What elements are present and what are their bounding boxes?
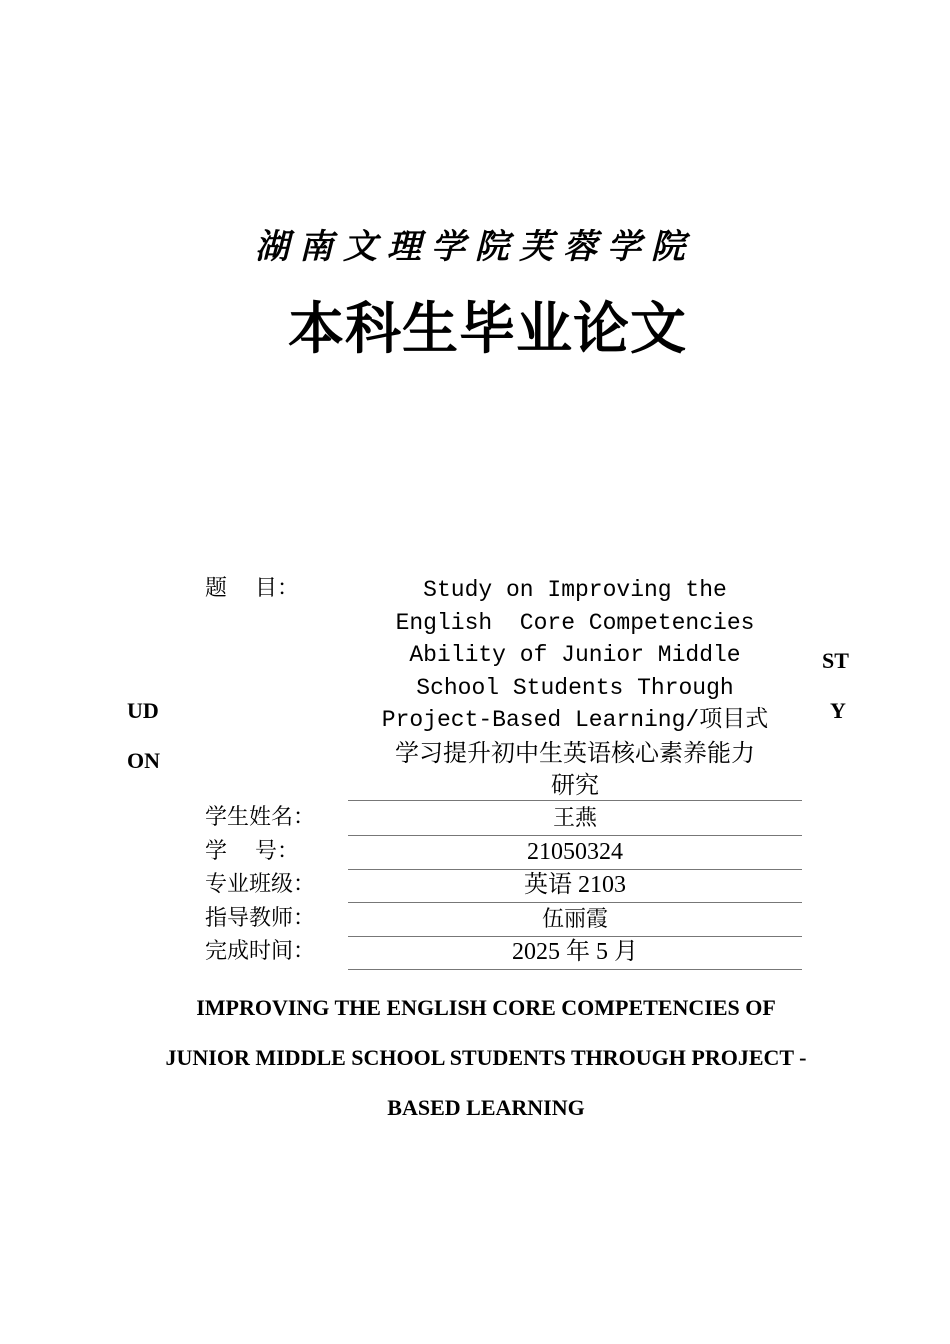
stray-text-fragment: UD — [127, 698, 159, 723]
advisor-label: 指导教师： — [205, 905, 316, 931]
info-row-advisor — [205, 903, 802, 937]
stray-text-fragment: ST — [822, 648, 849, 673]
advisor-value: 伍丽霞 — [348, 903, 802, 937]
info-row-student-id — [205, 836, 802, 870]
stray-text-fragment: Y — [830, 698, 846, 723]
major-class-label: 专业班级： — [205, 872, 316, 897]
student-name-label: 学生姓名： — [205, 805, 316, 830]
school-name: 湖南文理学院芙蓉学院 — [255, 227, 695, 267]
student-id-label: 学 号： — [205, 838, 299, 864]
topic-label: 题 目： — [205, 576, 299, 601]
major-class-value: 英语 2103 — [348, 869, 802, 903]
thesis-title-line: 研究 — [551, 771, 599, 799]
student-id-value: 21050324 — [348, 836, 802, 870]
field-divider — [348, 800, 802, 801]
completion-date-label: 完成时间： — [205, 939, 316, 964]
english-title-line: BASED LEARNING — [387, 1095, 585, 1120]
student-name-value: 王燕 — [348, 802, 802, 836]
stray-text-fragment: ON — [127, 748, 160, 773]
info-row-major-class — [205, 869, 802, 903]
info-row-student-name — [205, 802, 802, 836]
english-title-line: IMPROVING THE ENGLISH CORE COMPETENCIES OF — [196, 995, 776, 1020]
thesis-title-line: Study on Improving the — [423, 577, 727, 603]
thesis-title-line: School Students Through — [416, 674, 734, 701]
thesis-type-heading: 本科生毕业论文 — [288, 297, 687, 362]
thesis-title-line: English Core Competencies — [395, 609, 755, 636]
thesis-title — [348, 574, 802, 802]
info-row-completion-date — [205, 936, 802, 970]
completion-date-value: 2025 年 5 月 — [348, 936, 802, 970]
thesis-title-line: 学习提升初中生英语核心素养能力 — [395, 738, 755, 767]
thesis-title-line: Ability of Junior Middle — [409, 642, 741, 668]
english-title — [0, 983, 950, 1133]
thesis-title-line: Project-Based Learning/项目式 — [381, 707, 769, 733]
english-title-line: JUNIOR MIDDLE SCHOOL STUDENTS THROUGH PROJECT - — [165, 1045, 807, 1070]
